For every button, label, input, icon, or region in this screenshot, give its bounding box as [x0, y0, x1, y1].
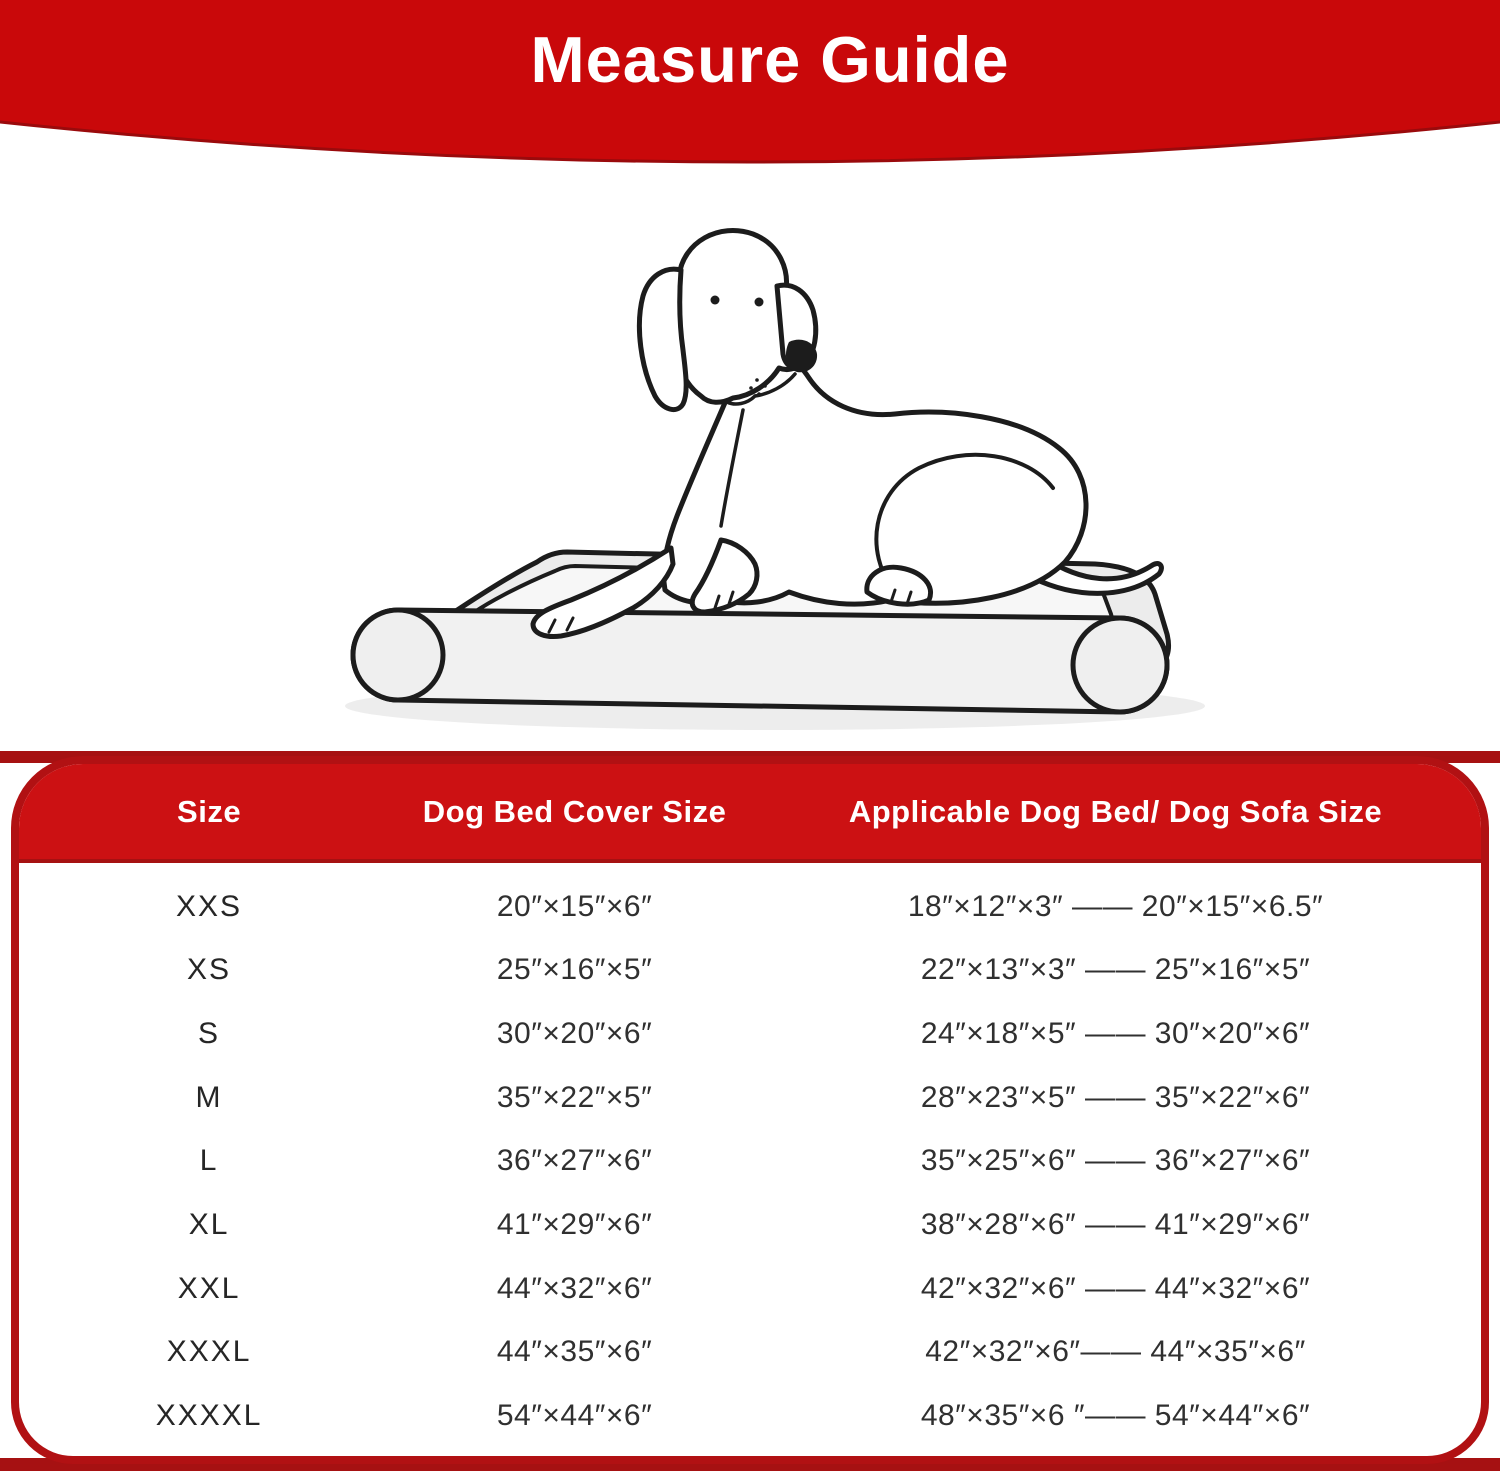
cover-size-value: 25″×16″×5″ — [496, 953, 653, 987]
applicable-size-value: 35″×25″×6″ —— 36″×27″×6″ — [920, 1144, 1311, 1178]
table-body — [19, 863, 1481, 1456]
applicable-size-value: 42″×32″×6″ —— 44″×32″×6″ — [920, 1271, 1311, 1305]
applicable-size-value: 18″×12″×3″ —— 20″×15″×6.5″ — [907, 889, 1324, 923]
table-row — [19, 890, 1481, 924]
cover-size-value: 20″×15″×6″ — [496, 889, 653, 923]
size-label: XXXXL — [155, 1399, 263, 1433]
table-row — [19, 1399, 1481, 1433]
applicable-size-value: 42″×32″×6″—— 44″×35″×6″ — [925, 1335, 1306, 1369]
table-row — [19, 1081, 1481, 1115]
dog-drawing — [533, 230, 1161, 636]
size-label: XL — [188, 1208, 230, 1242]
cover-size-value: 30″×20″×6″ — [496, 1017, 653, 1051]
table-row — [19, 1272, 1481, 1306]
applicable-size-value: 38″×28″×6″ —— 41″×29″×6″ — [920, 1208, 1311, 1242]
cover-size-value: 36″×27″×6″ — [496, 1144, 653, 1178]
table-row — [19, 1144, 1481, 1178]
applicable-size-value: 24″×18″×5″ —— 30″×20″×6″ — [920, 1017, 1311, 1051]
table-row — [19, 1017, 1481, 1051]
cover-size-value: 44″×32″×6″ — [496, 1271, 653, 1305]
applicable-size-value: 22″×13″×3″ —— 25″×16″×5″ — [920, 953, 1311, 987]
table-header-row — [19, 764, 1481, 863]
cover-size-value: 41″×29″×6″ — [496, 1208, 653, 1242]
size-label: XS — [187, 953, 232, 987]
column-header-size: Size — [177, 793, 242, 829]
cover-size-value: 44″×35″×6″ — [496, 1335, 653, 1369]
cover-size-value: 54″×44″×6″ — [496, 1399, 653, 1433]
size-label: L — [199, 1144, 219, 1178]
column-header-applicable-size: Applicable Dog Bed/ Dog Sofa Size — [848, 793, 1383, 829]
dog-on-bolster-bed-icon — [275, 158, 1225, 743]
column-header-cover-size: Dog Bed Cover Size — [422, 793, 727, 829]
table-row — [19, 1208, 1481, 1242]
applicable-size-value: 28″×23″×5″ —— 35″×22″×6″ — [920, 1080, 1311, 1114]
applicable-size-value: 48″×35″×6 ″—— 54″×44″×6″ — [920, 1399, 1311, 1433]
size-label: M — [195, 1080, 223, 1114]
table-row — [19, 1335, 1481, 1369]
cover-size-value: 35″×22″×5″ — [496, 1080, 653, 1114]
table-row — [19, 953, 1481, 987]
size-label: XXL — [177, 1271, 241, 1305]
size-label: S — [198, 1017, 221, 1051]
size-label: XXXL — [166, 1335, 252, 1369]
page-title: Measure Guide — [530, 23, 1010, 96]
size-table — [11, 756, 1489, 1464]
dog-bed-illustration — [275, 158, 1225, 743]
size-label: XXS — [176, 889, 243, 923]
